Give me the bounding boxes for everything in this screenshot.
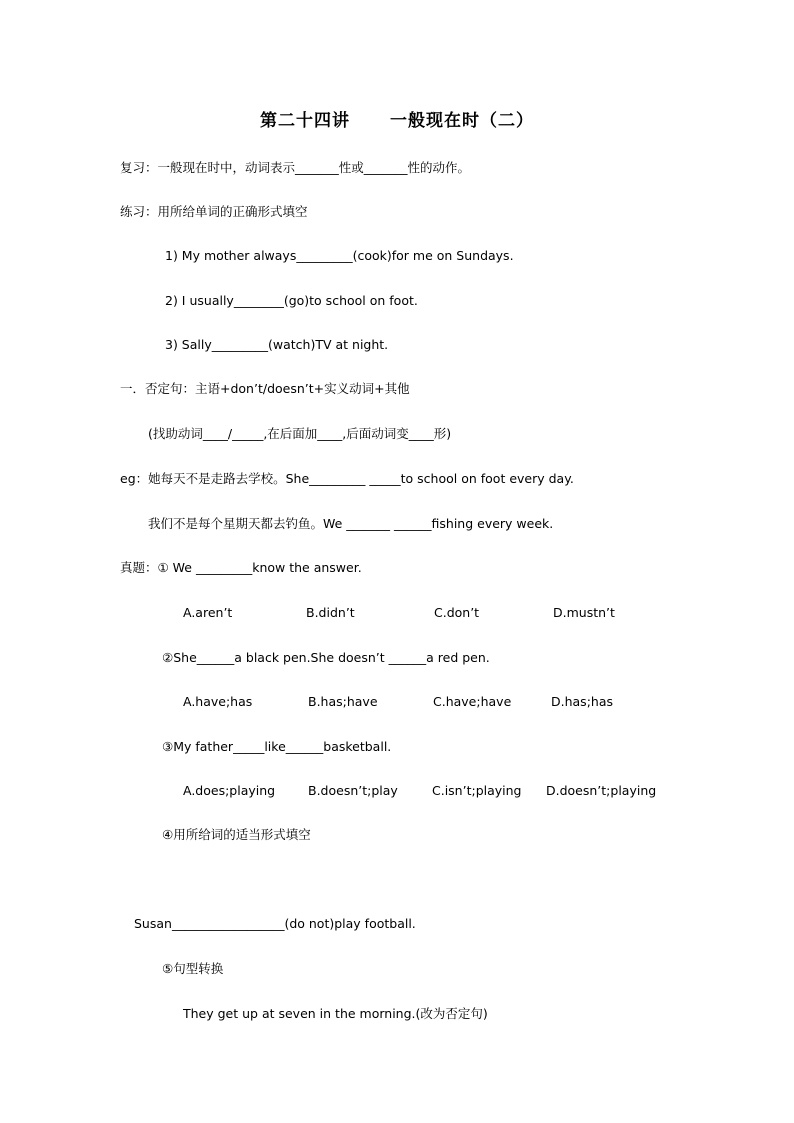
- practice-heading: 练习：用所给单词的正确形式填空: [120, 204, 308, 219]
- title-lesson: 第二十四讲: [260, 111, 350, 131]
- practice-item-1: 1) My mother always_________(cook)for me on Sundays.: [165, 248, 514, 263]
- negative-rule: 一．否定句：主语+don’t/doesn’t+实义动词+其他: [120, 381, 410, 396]
- q3-option-d: D.doesn’t;playing: [546, 783, 657, 798]
- practice-item-3: 3) Sally_________(watch)TV at night.: [165, 337, 389, 352]
- q3-option-a: A.does;playing: [183, 783, 276, 798]
- negative-hint: (找助动词____/_____,在后面加____,后面动词变____形): [148, 426, 452, 441]
- exam-question-5-sentence: They get up at seven in the morning.(改为否定句): [183, 1006, 488, 1021]
- q1-option-a: A.aren’t: [183, 605, 233, 620]
- example-2: 我们不是每个星期天都去钓鱼。We _______ ______fishing every week.: [148, 516, 554, 531]
- q1-option-c: C.don’t: [434, 605, 480, 620]
- exam-question-1: 真题：① We _________know the answer.: [120, 560, 362, 575]
- exam-question-3: ③My father_____like______basketball.: [162, 739, 392, 754]
- q1-option-d: D.mustn’t: [553, 605, 615, 620]
- review-line: 复习：一般现在时中，动词表示_______性或_______性的动作。: [120, 160, 471, 175]
- title-topic: 一般现在时（二）: [390, 111, 534, 131]
- q3-option-c: C.isn’t;playing: [432, 783, 522, 798]
- q3-option-b: B.doesn’t;play: [308, 783, 398, 798]
- exam-question-4-sentence: Susan__________________(do not)play football.: [134, 916, 416, 931]
- exam-question-2: ②She______a black pen.She doesn’t ______a red pen.: [162, 650, 490, 665]
- page-title: [0, 106, 794, 131]
- exam-question-4: ④用所给词的适当形式填空: [162, 827, 311, 842]
- q2-option-d: D.has;has: [551, 694, 613, 709]
- exam-question-5: ⑤句型转换: [162, 961, 224, 976]
- q2-option-c: C.have;have: [433, 694, 512, 709]
- practice-item-2: 2) I usually________(go)to school on foot.: [165, 293, 418, 308]
- q2-option-b: B.has;have: [308, 694, 378, 709]
- q2-option-a: A.have;has: [183, 694, 253, 709]
- q1-option-b: B.didn’t: [306, 605, 355, 620]
- example-1: eg：她每天不是走路去学校。She_________ _____to school on foot every day.: [120, 471, 574, 486]
